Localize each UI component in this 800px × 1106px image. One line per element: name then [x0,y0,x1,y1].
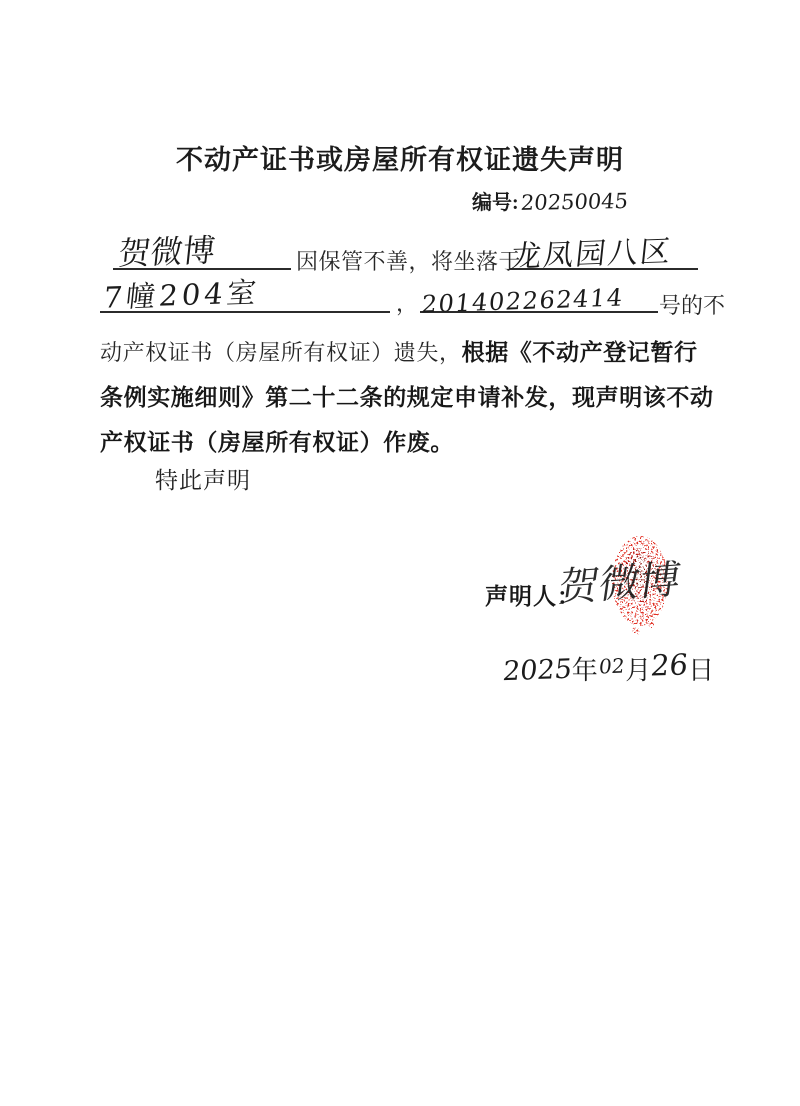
date-day-label: 日 [688,655,715,685]
signature-handwritten: 贺微博 [555,556,684,612]
printed-text-after-name: 因保管不善，将坐落于 [296,249,522,274]
location-handwritten-line1: 龙凤园八区 [509,234,674,275]
date-line [501,647,715,688]
date-month-handwritten: 02 [597,653,626,679]
date-year-label: 年 [571,655,598,685]
blank-certificate-number [420,272,658,319]
serial-number-handwritten: 20250045 [519,189,629,215]
body-line-5: 产权证书（房屋所有权证）作废。 [100,429,454,455]
declarant-name-handwritten: 贺微博 [116,231,218,273]
closing-statement: 特此声明 [155,467,251,493]
printed-comma: ， [396,291,419,316]
body-line-3-bold: 根据《不动产登记暂行 [461,339,698,365]
printed-text-after-cert-no: 号的不 [659,293,726,318]
date-day-handwritten: 26 [649,647,690,683]
body-line-3-regular: 动产权证书（房屋所有权证）遗失， [100,340,462,365]
certificate-number-handwritten: 201402262414 [420,283,626,319]
date-year-handwritten: 2025 [501,653,574,688]
body-line-4: 条例实施细则》第二十二条的规定申请补发，现声明该不动 [100,384,714,410]
blank-declarant-name [113,230,291,273]
location-handwritten-line2: 7幢204室 [101,275,262,315]
body-line-3 [100,334,698,367]
blank-location-line1 [509,230,698,275]
serial-number-line [472,186,628,215]
serial-label: 编号: [472,192,519,214]
declarant-label: 声明人： [485,583,581,609]
document-title: 不动产证书或房屋所有权证遗失声明 [176,145,624,175]
blank-location-line2 [100,272,390,313]
date-month-label: 月 [625,655,652,685]
